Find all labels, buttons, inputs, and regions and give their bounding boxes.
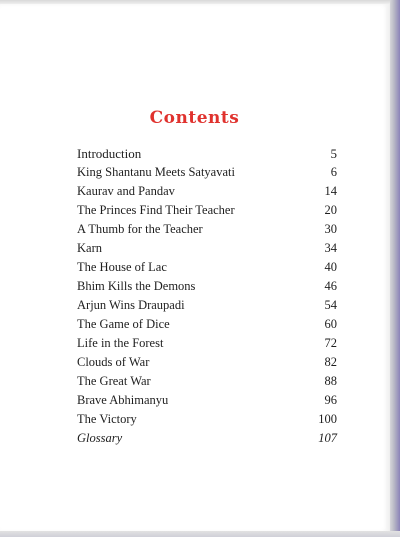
toc-entry (77, 334, 337, 353)
toc-entry-page: 82 (324, 355, 337, 369)
toc-entry (77, 353, 337, 372)
toc-entry-label: Karn (77, 241, 102, 255)
toc-entry-page: 96 (324, 393, 337, 407)
toc-entry-label: The Great War (77, 374, 151, 388)
toc-entry-page: 60 (324, 317, 337, 331)
toc-entry-label: The Victory (77, 412, 137, 426)
toc-entry-label: The House of Lac (77, 260, 167, 274)
toc-entry (77, 258, 337, 277)
toc-entry (77, 239, 337, 258)
toc-entry-label: Life in the Forest (77, 336, 164, 350)
toc-entry-page: 14 (324, 184, 337, 198)
toc-entry (77, 201, 337, 220)
toc-entry-page: 72 (324, 336, 337, 350)
toc-entry-label: Arjun Wins Draupadi (77, 298, 185, 312)
book-page (0, 4, 389, 532)
toc-entry-page: 20 (324, 203, 337, 217)
toc-entry-label: The Game of Dice (77, 317, 170, 331)
table-of-contents (77, 144, 337, 448)
toc-entry (77, 372, 337, 391)
toc-entry (77, 144, 337, 163)
toc-entry-label: Introduction (77, 146, 142, 161)
toc-entry-page: 40 (324, 260, 337, 274)
toc-entry-page: 46 (324, 279, 337, 293)
toc-entry-label: Clouds of War (77, 355, 150, 369)
toc-entry-label: Bhim Kills the Demons (77, 279, 196, 293)
toc-entry (77, 315, 337, 334)
toc-entry-page: 30 (324, 222, 337, 236)
scan-bottom-edge (0, 531, 400, 537)
toc-entry-label: A Thumb for the Teacher (77, 222, 203, 236)
toc-entry (77, 182, 337, 201)
book-spine-edge (390, 0, 400, 537)
toc-entry (77, 220, 337, 239)
toc-entry-label: King Shantanu Meets Satyavati (77, 165, 235, 179)
toc-entry-page: 88 (324, 374, 337, 388)
toc-entry-label: Brave Abhimanyu (77, 393, 169, 407)
toc-entry-page: 5 (330, 146, 337, 161)
toc-entry-page: 107 (318, 431, 337, 445)
toc-entry-page: 34 (324, 241, 337, 255)
toc-entry-label: Glossary (77, 431, 123, 445)
toc-entry (77, 296, 337, 315)
toc-entry-page: 54 (324, 298, 337, 312)
toc-entry (77, 391, 337, 410)
toc-entry-page: 6 (330, 165, 337, 179)
toc-entry (77, 429, 337, 448)
contents-title: Contents (149, 108, 240, 128)
toc-entry (77, 410, 337, 429)
toc-entry (77, 163, 337, 182)
toc-entry-label: The Princes Find Their Teacher (77, 203, 235, 217)
toc-entry-page: 100 (318, 412, 337, 426)
toc-entry-label: Kaurav and Pandav (77, 184, 175, 198)
toc-entry (77, 277, 337, 296)
